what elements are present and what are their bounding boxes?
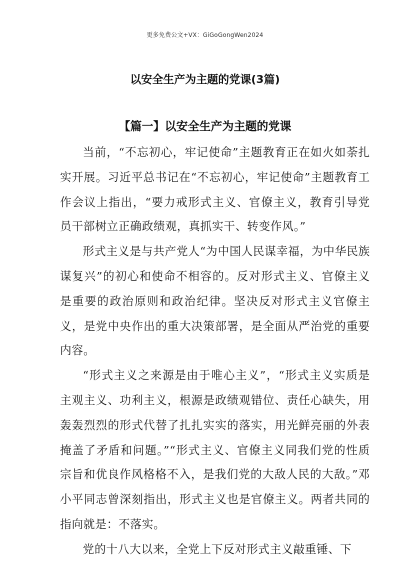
- paragraph-4: 党的十八大以来，全党上下反对形式主义敲重锤、下: [82, 541, 352, 556]
- paragraph-3: “形式主义之来源是由于唯心主义”，“形式主义实质是主观主义、功利主义，根源是政绩观错位、责任心缺失，用轰轰烈烈的形式代替了扎扎实实的落实，用光鲜亮丽的外表掩盖了矛盾和问题。”“形式主义、官僚主义同我们党的性质宗旨和优良作风格格不入，是我们党的大敌人民的大敌。”邓小平同志曾深刻指出，形式主义也是官僚主义。两者共同的指向就是：不落实。: [60, 368, 370, 531]
- document-body: [60, 140, 370, 562]
- paragraph-1: 当前，“不忘初心，牢记使命”主题教育正在如火如荼扎实开展。习近平总书记在“不忘初心，牢记使命”主题教育工作会议上指出，“要力戒形式主义、官僚主义，教育引导党员干部树立正确政绩观，真抓实干、转变作风。”: [60, 145, 370, 234]
- document-title: 以安全生产为主题的党课(3篇): [130, 73, 280, 86]
- paragraph-2: 形式主义是与共产党人“为中国人民谋幸福，为中华民族谋复兴”的初心和使命不相容的。反对形式主义、官僚主义是重要的政治原则和政治纪律。坚决反对形式主义官僚主义，是党中央作出的重大决策部署，是全面从严治党的重要内容。: [60, 244, 370, 358]
- section-title: 【篇一】以安全生产为主题的党课: [118, 119, 292, 133]
- header-note: 更多免费公文+VX：GiGoGongWen2024: [146, 32, 264, 39]
